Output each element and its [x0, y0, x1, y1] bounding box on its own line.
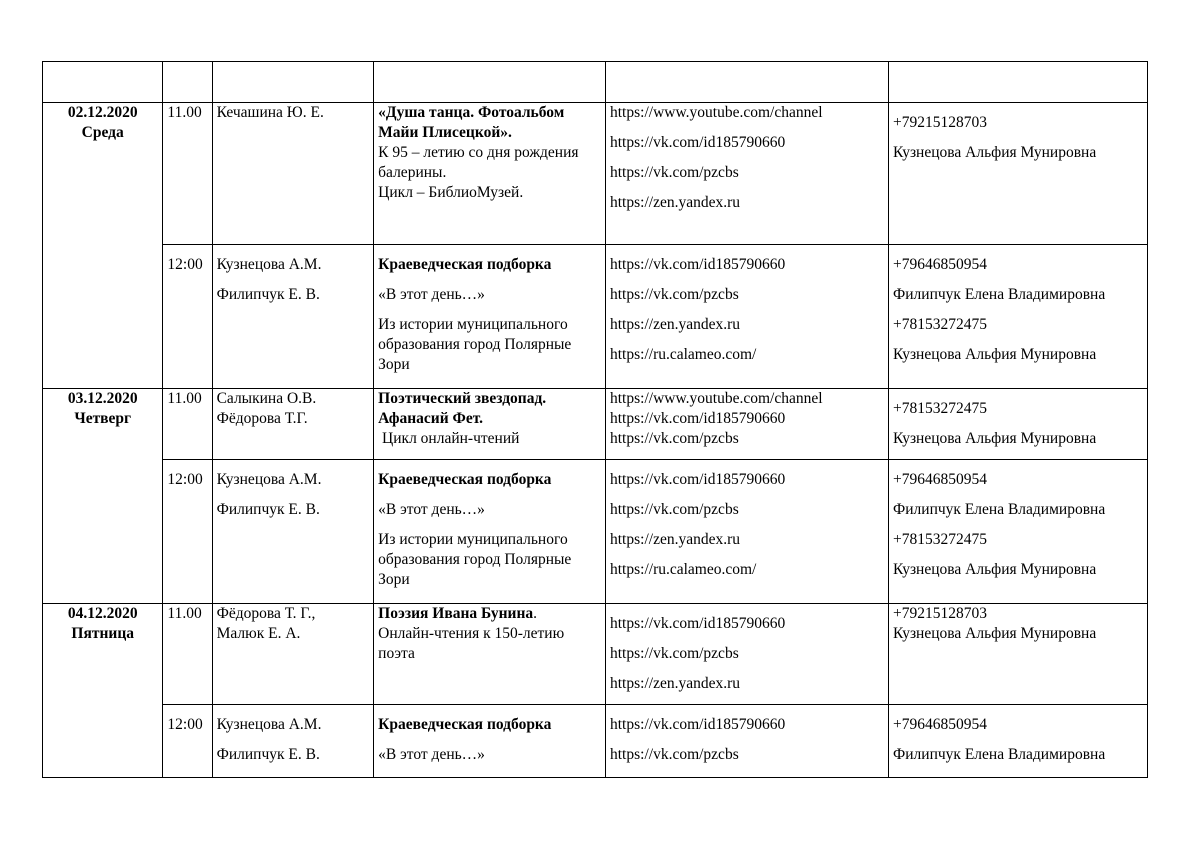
header-cell — [212, 62, 374, 103]
contacts-cell — [889, 460, 1148, 604]
event-cell — [374, 103, 606, 245]
event-row — [43, 103, 1148, 245]
date-cell — [43, 604, 163, 778]
responsible-cell — [212, 604, 374, 705]
contacts-cell — [889, 705, 1148, 778]
contact-phone: +78153272475 — [893, 531, 988, 548]
event-cell — [374, 245, 606, 389]
responsible-cell — [212, 245, 374, 389]
event-row — [43, 389, 1148, 460]
time: 12:00 — [167, 716, 203, 733]
event-title: Поэтический звездопад. Афанасий Фет. — [378, 390, 547, 427]
event-row — [43, 604, 1148, 705]
time-cell — [163, 460, 212, 604]
contact-name: Филипчук Елена Владимировна — [893, 746, 1106, 763]
time: 11.00 — [167, 104, 202, 121]
link[interactable]: https://www.youtube.com/channel — [610, 104, 823, 121]
responsible-person: Кечашина Ю. Е. — [216, 104, 324, 121]
contacts-cell — [889, 604, 1148, 705]
header-cell — [43, 62, 163, 103]
link[interactable]: https://vk.com/id185790660 — [610, 471, 786, 488]
event-description: «В этот день…» — [378, 746, 485, 763]
responsible-person: Кузнецова А.М. — [216, 256, 322, 273]
responsible-person: Малюк Е. А. — [216, 625, 301, 642]
link[interactable]: https://vk.com/id185790660 — [610, 615, 786, 632]
event-description: Цикл онлайн-чтений — [378, 430, 520, 447]
event-title: Краеведческая подборка — [378, 471, 552, 488]
responsible-person: Кузнецова А.М. — [216, 716, 322, 733]
links-cell — [606, 705, 889, 778]
event-title: Краеведческая подборка — [378, 256, 552, 273]
weekday: Четверг — [74, 410, 132, 427]
link[interactable]: https://vk.com/id185790660 — [610, 410, 786, 427]
responsible-cell — [212, 103, 374, 245]
header-cell — [606, 62, 889, 103]
responsible-person: Салыкина О.В. — [216, 390, 317, 407]
date: 03.12.2020 — [67, 390, 138, 407]
link[interactable]: https://vk.com/id185790660 — [610, 134, 786, 151]
link[interactable]: https://vk.com/pzcbs — [610, 286, 739, 303]
event-description: «В этот день…» — [378, 286, 485, 303]
event-description: Из истории муниципального образования город Полярные Зори — [378, 316, 572, 373]
responsible-cell — [212, 460, 374, 604]
date-cell — [43, 103, 163, 389]
responsible-cell — [212, 389, 374, 460]
contact-phone: +79646850954 — [893, 716, 988, 733]
event-title-suffix: . — [533, 605, 538, 622]
link[interactable]: https://vk.com/pzcbs — [610, 164, 739, 181]
contact-name: Кузнецова Альфия Мунировна — [893, 430, 1097, 447]
contact-name: Филипчук Елена Владимировна — [893, 501, 1106, 518]
links-cell — [606, 245, 889, 389]
contacts-cell — [889, 389, 1148, 460]
header-cell — [163, 62, 212, 103]
header-cell — [889, 62, 1148, 103]
link[interactable]: https://vk.com/pzcbs — [610, 430, 739, 447]
contact-name: Кузнецова Альфия Мунировна — [893, 561, 1097, 578]
date: 02.12.2020 — [67, 104, 138, 121]
header-cell — [374, 62, 606, 103]
responsible-person: Филипчук Е. В. — [216, 501, 320, 518]
contact-name: Кузнецова Альфия Мунировна — [893, 144, 1097, 161]
link[interactable]: https://zen.yandex.ru — [610, 675, 740, 692]
weekday: Среда — [81, 124, 124, 141]
contacts-cell — [889, 103, 1148, 245]
responsible-person: Фёдорова Т. Г., — [216, 605, 316, 622]
time: 12:00 — [167, 471, 203, 488]
link[interactable]: https://www.youtube.com/channel — [610, 390, 823, 407]
link[interactable]: https://ru.calameo.com/ — [610, 561, 757, 578]
event-description: Из истории муниципального образования город Полярные Зори — [378, 531, 572, 588]
event-row — [43, 245, 1148, 389]
contact-phone: +78153272475 — [893, 400, 988, 417]
contact-name: Филипчук Елена Владимировна — [893, 286, 1106, 303]
time-cell — [163, 604, 212, 705]
contact-phone: +78153272475 — [893, 316, 988, 333]
link[interactable]: https://zen.yandex.ru — [610, 316, 740, 333]
event-title: Краеведческая подборка — [378, 716, 552, 733]
event-description: «В этот день…» — [378, 501, 485, 518]
contact-phone: +79215128703 — [893, 114, 988, 131]
event-cell — [374, 389, 606, 460]
event-row — [43, 460, 1148, 604]
responsible-cell — [212, 705, 374, 778]
contacts-cell — [889, 245, 1148, 389]
link[interactable]: https://vk.com/pzcbs — [610, 645, 739, 662]
contact-name: Кузнецова Альфия Мунировна — [893, 625, 1097, 642]
weekday: Пятница — [71, 625, 135, 642]
date: 04.12.2020 — [67, 605, 138, 622]
time-cell — [163, 705, 212, 778]
link[interactable]: https://zen.yandex.ru — [610, 531, 740, 548]
time-cell — [163, 245, 212, 389]
responsible-person: Филипчук Е. В. — [216, 746, 320, 763]
header-row — [43, 62, 1148, 103]
event-description: К 95 – летию со дня рождения балерины. — [378, 144, 579, 181]
link[interactable]: https://vk.com/id185790660 — [610, 256, 786, 273]
event-cell — [374, 604, 606, 705]
date-cell — [43, 389, 163, 604]
link[interactable]: https://ru.calameo.com/ — [610, 346, 757, 363]
contact-phone: +79646850954 — [893, 471, 988, 488]
responsible-person: Филипчук Е. В. — [216, 286, 320, 303]
event-title: «Душа танца. Фотоальбом Майи Плисецкой». — [378, 104, 565, 141]
time: 12:00 — [167, 256, 203, 273]
link[interactable]: https://vk.com/id185790660 — [610, 716, 786, 733]
contact-name: Кузнецова Альфия Мунировна — [893, 346, 1097, 363]
links-cell — [606, 604, 889, 705]
responsible-person: Кузнецова А.М. — [216, 471, 322, 488]
link[interactable]: https://vk.com/pzcbs — [610, 501, 739, 518]
time: 11.00 — [167, 390, 202, 407]
event-row — [43, 705, 1148, 778]
contact-phone: +79215128703 — [893, 605, 988, 622]
links-cell — [606, 103, 889, 245]
time-cell — [163, 389, 212, 460]
time-cell — [163, 103, 212, 245]
event-description: Онлайн-чтения к 150-летию поэта — [378, 625, 565, 662]
link[interactable]: https://zen.yandex.ru — [610, 194, 740, 211]
contact-phone: +79646850954 — [893, 256, 988, 273]
event-cell — [374, 460, 606, 604]
schedule-table — [42, 61, 1148, 778]
link[interactable]: https://vk.com/pzcbs — [610, 746, 739, 763]
event-cell — [374, 705, 606, 778]
event-title: Поэзия Ивана Бунина — [378, 605, 534, 622]
links-cell — [606, 460, 889, 604]
event-description: Цикл – БиблиоМузей. — [378, 184, 524, 201]
responsible-person: Фёдорова Т.Г. — [216, 410, 308, 427]
links-cell — [606, 389, 889, 460]
time: 11.00 — [167, 605, 202, 622]
